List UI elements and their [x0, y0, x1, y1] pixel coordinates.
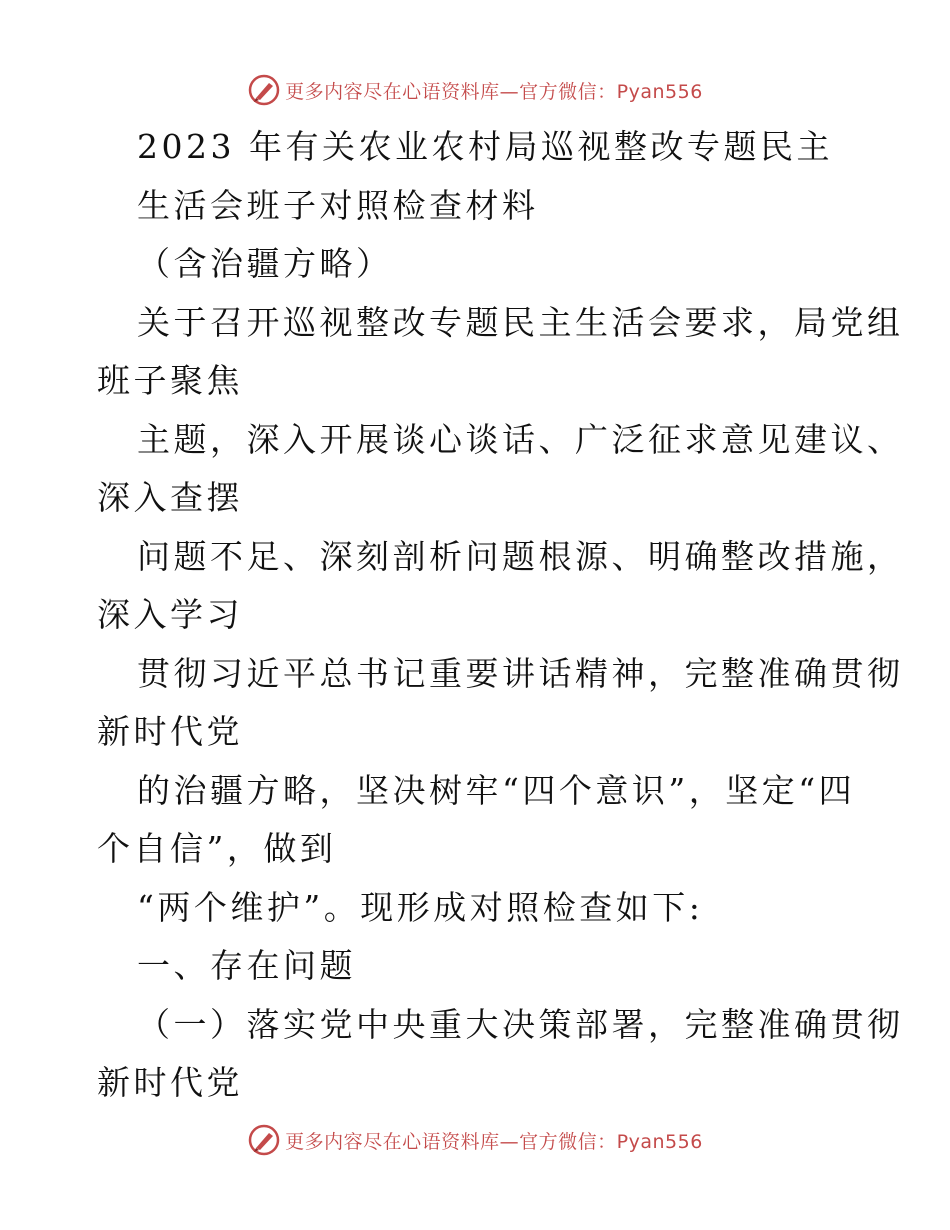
- subsection-heading: （一）落实党中央重大决策部署，完整准确贯彻: [137, 1005, 904, 1044]
- banner-text: 更多内容尽在心语资料库—官方微信：Pyan556: [285, 1130, 703, 1153]
- section-heading: 一、存在问题: [137, 946, 356, 985]
- footer-watermark: [0, 1118, 950, 1162]
- body-line: 问题不足、深刻剖析问题根源、明确整改措施，: [137, 537, 904, 576]
- body-line: “两个维护”。现形成对照检查如下:: [137, 888, 704, 927]
- body-line: 新时代党: [97, 1063, 243, 1102]
- body-line: 主题，深入开展谈心谈话、广泛征求意见建议、: [137, 420, 904, 459]
- header-watermark: [0, 68, 950, 112]
- body-line: 个自信”，做到: [97, 829, 337, 868]
- document-subtitle: （含治疆方略）: [137, 244, 393, 283]
- pen-logo-icon: [247, 73, 281, 107]
- body-line: 深入学习: [97, 595, 243, 634]
- body-line: 贯彻习近平总书记重要讲话精神，完整准确贯彻: [137, 654, 904, 693]
- body-line: 新时代党: [97, 712, 243, 751]
- banner-text: 更多内容尽在心语资料库—官方微信：Pyan556: [285, 80, 703, 103]
- pen-logo-icon: [247, 1123, 281, 1157]
- body-line: 深入查摆: [97, 478, 243, 517]
- document-title-line-2: 生活会班子对照检查材料: [137, 186, 539, 225]
- body-line: 班子聚焦: [97, 361, 243, 400]
- document-title-line-1: 2023 年有关农业农村局巡视整改专题民主: [137, 127, 833, 166]
- body-line: 的治疆方略，坚决树牢“四个意识”，坚定“四: [137, 771, 856, 810]
- body-line: 关于召开巡视整改专题民主生活会要求，局党组: [137, 303, 904, 342]
